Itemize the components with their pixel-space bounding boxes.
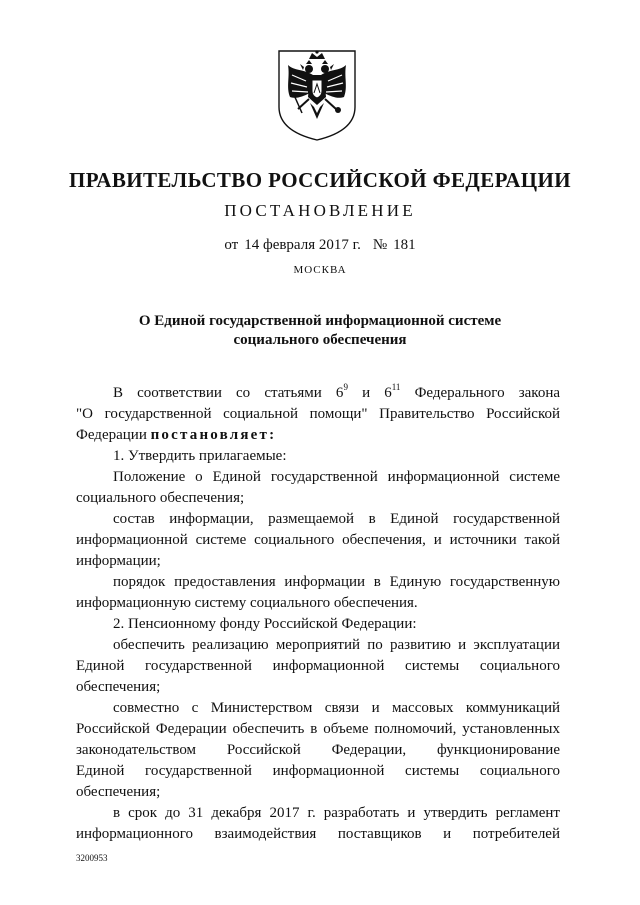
- document-body: [76, 383, 560, 845]
- item-2a-line-2: Единой государственной информационной системы социального: [76, 658, 560, 674]
- article-superscript-1: 9: [343, 382, 348, 392]
- article-superscript-2: 11: [391, 382, 401, 392]
- preamble-text-c: Федерального закона: [414, 385, 561, 401]
- subject-line-2: социального обеспечения: [233, 332, 407, 348]
- city-name: МОСКВА: [293, 264, 347, 276]
- document-date: 14 февраля 2017 г.: [244, 237, 361, 253]
- document-type: ПОСТАНОВЛЕНИЕ: [224, 201, 416, 220]
- item-2a-line-3: обеспечения;: [76, 679, 161, 695]
- date-prefix: от: [224, 237, 239, 253]
- document-date-number: [0, 237, 640, 254]
- item-2c-line-1: в срок до 31 декабря 2017 г. разработать и утвердить регламент: [113, 805, 560, 821]
- item-2a-line-1: обеспечить реализацию мероприятий по развитию и эксплуатации: [113, 637, 560, 653]
- document-number: 181: [393, 237, 416, 253]
- item-1a-line-1: Положение о Единой государственной информационной системе: [113, 469, 560, 485]
- decree-keyword: постановляет:: [150, 427, 277, 443]
- document-subject: [0, 312, 640, 350]
- paragraph-preamble-line-1: [76, 383, 560, 404]
- item-2b-line-4: Единой государственной информационной системы социального: [76, 763, 560, 779]
- item-2b-line-1: совместно с Министерством связи и массовых коммуникаций: [113, 700, 560, 716]
- subject-line-1: О Единой государственной информационной системе: [138, 313, 502, 329]
- preamble-text-a: В соответствии со статьями 6: [113, 385, 344, 401]
- item-1c-line-1: порядок предоставления информации в Единую государственную: [113, 574, 560, 590]
- preamble-text-federation: Федерации: [76, 427, 147, 443]
- item-1-heading: 1. Утвердить прилагаемые:: [113, 448, 287, 464]
- item-2b-line-3: законодательством Российской Федерации, функционирование: [76, 742, 560, 758]
- item-1a-line-2: социального обеспечения;: [76, 490, 245, 506]
- paragraph-preamble-line-3: [76, 425, 560, 446]
- item-1b-line-1: состав информации, размещаемой в Единой государственной: [113, 511, 560, 527]
- preamble-text-b: и 6: [362, 385, 392, 401]
- item-1b-line-3: информации;: [76, 553, 161, 569]
- coat-of-arms-emblem-icon: [276, 47, 358, 143]
- item-2b-line-5: обеспечения;: [76, 784, 161, 800]
- item-2b-line-2: Российской Федерации обеспечить в объеме полномочий, установленных: [76, 721, 560, 737]
- number-sign: №: [372, 237, 388, 253]
- government-title: ПРАВИТЕЛЬСТВО РОССИЙСКОЙ ФЕДЕРАЦИИ: [69, 168, 571, 192]
- item-1c-line-2: информационную систему социального обеспечения.: [76, 595, 418, 611]
- item-2-heading: 2. Пенсионному фонду Российской Федерации:: [113, 616, 417, 632]
- paragraph-preamble-line-2: "О государственной социальной помощи" Правительство Российской: [76, 406, 560, 422]
- item-1b-line-2: информационной системе социального обеспечения, и источники такой: [76, 532, 560, 548]
- item-2c-line-2: информационного взаимодействия поставщиков и потребителей: [76, 826, 560, 842]
- document-code: 3200953: [76, 853, 108, 863]
